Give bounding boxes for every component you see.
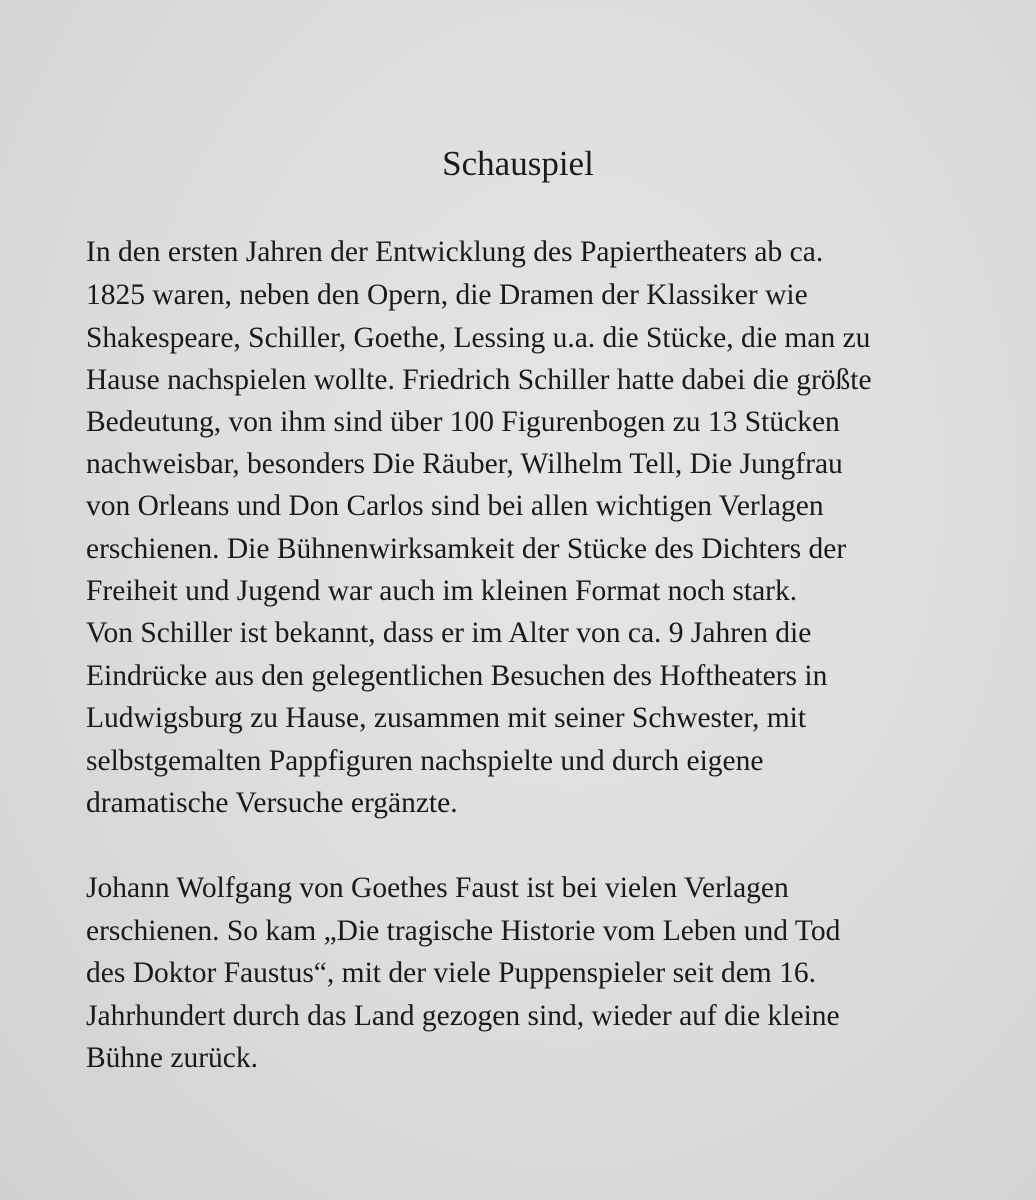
page-title: Schauspiel	[442, 144, 594, 183]
text-line: 1825 waren, neben den Opern, die Dramen der Klassiker wie	[86, 279, 808, 311]
text-line: In den ersten Jahren der Entwicklung des Papiertheaters ab ca.	[86, 236, 824, 268]
text-line: Eindrücke aus den gelegentlichen Besuchen des Hoftheaters in	[86, 660, 828, 692]
text-line: Johann Wolfgang von Goethes Faust ist bei vielen Verlagen	[86, 872, 789, 904]
text-line: erschienen. Die Bühnenwirksamkeit der Stücke des Dichters der	[86, 533, 847, 565]
text-line: Shakespeare, Schiller, Goethe, Lessing u.a. die Stücke, die man zu	[86, 322, 871, 354]
text-line: Jahrhundert durch das Land gezogen sind, wieder auf die kleine	[86, 1000, 840, 1032]
text-line: erschienen. So kam „Die tragische Historie vom Leben und Tod	[86, 915, 841, 947]
text-line: dramatische Versuche ergänzte.	[86, 787, 458, 819]
text-line: Von Schiller ist bekannt, dass er im Alter von ca. 9 Jahren die	[86, 617, 812, 649]
text-line: Ludwigsburg zu Hause, zusammen mit seiner Schwester, mit	[86, 702, 807, 734]
text-line: selbstgemalten Pappfiguren nachspielte und durch eigene	[86, 745, 764, 777]
text-line: nachweisbar, besonders Die Räuber, Wilhelm Tell, Die Jungfrau	[86, 448, 843, 480]
text-line: von Orleans und Don Carlos sind bei allen wichtigen Verlagen	[86, 490, 824, 522]
text-line: Bedeutung, von ihm sind über 100 Figurenbogen zu 13 Stücken	[86, 406, 840, 438]
text-line: des Doktor Faustus“, mit der viele Puppenspieler seit dem 16.	[86, 957, 816, 989]
text-line: Freiheit und Jugend war auch im kleinen Format noch stark.	[86, 575, 798, 607]
text-line: Bühne zurück.	[86, 1042, 259, 1074]
text-line: Hause nachspielen wollte. Friedrich Schiller hatte dabei die größte	[86, 364, 872, 396]
